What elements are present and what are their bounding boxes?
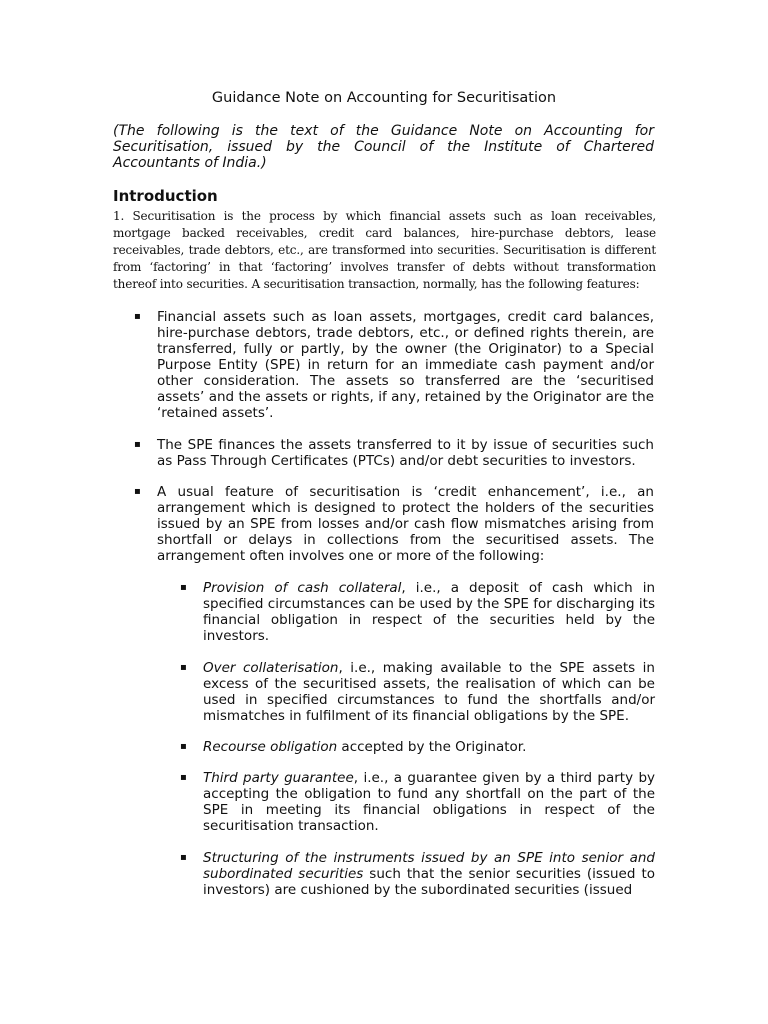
enhancement-term: Recourse obligation — [203, 739, 338, 755]
introduction-heading: Introduction — [113, 187, 218, 205]
bullet-marker: ▪ — [180, 852, 187, 863]
paragraph-1: 1. Securitisation is the process by which financial assets such as loan receivables, mortgage backed receivables, credit card balances, hire-purchase debtors, lease receivables, trade debtors, etc., are transformed into securities. Securitisation is different from ‘factoring’ in that ‘factoring’ involves transfer of debts without transformation thereof into securities. A securitisation transaction, normally, has the following features: — [113, 209, 656, 291]
bullet-marker: ▪ — [134, 486, 141, 497]
feature-text: A usual feature of securitisation is ‘credit enhancement’, i.e., an arrangement which is designed to protect the holders of the securities issued by an SPE from losses and/or cash flow mismatches arising from shortfall or delays in collections from the securitised assets. The arrangement often involves one or more of the following: — [157, 484, 654, 564]
bullet-marker: ▪ — [134, 439, 141, 450]
enhancement-term: Structuring of the instruments issued by an SPE into senior and subordinated securities — [203, 850, 655, 882]
feature-item-1 — [134, 309, 654, 421]
enhancement-text: , i.e., a deposit of cash which in specified circumstances can be used by the SPE for discharging its financial obligation in respect of the securities held by the investors. — [203, 580, 655, 644]
feature-item-2 — [134, 437, 654, 469]
bullet-marker: ▪ — [180, 662, 187, 673]
preface-note: (The following is the text of the Guidance Note on Accounting for Securitisation, issued by the Council of the Institute of Chartered Accountants of India.) — [113, 123, 654, 171]
bullet-marker: ▪ — [180, 741, 187, 752]
enhancement-text: such that the senior securities (issued to investors) are cushioned by the subordinated securities (issued — [203, 866, 655, 898]
document-title: Guidance Note on Accounting for Securitisation — [211, 90, 557, 106]
enhancement-item-2 — [180, 660, 655, 724]
enhancement-term: Provision of cash collateral — [203, 580, 402, 596]
enhancement-term: Over collaterisation — [203, 660, 339, 676]
feature-text: The SPE finances the assets transferred to it by issue of securities such as Pass Through Certificates (PTCs) and/or debt securities to investors. — [157, 437, 654, 469]
enhancement-text: accepted by the Originator. — [337, 739, 527, 755]
enhancement-text: , i.e., making available to the SPE assets in excess of the securitised assets, the realisation of which can be used in specified circumstances to fund the shortfalls and/or mismatches in fulfilment of its financial obligations by the SPE. — [203, 660, 655, 724]
enhancement-item-1 — [180, 580, 655, 644]
bullet-marker: ▪ — [134, 311, 141, 322]
enhancement-item-3 — [180, 739, 655, 755]
bullet-marker: ▪ — [180, 582, 187, 593]
enhancement-item-5 — [180, 850, 655, 898]
feature-text: Financial assets such as loan assets, mortgages, credit card balances, hire-purchase debtors, trade debtors, etc., or defined rights therein, are transferred, fully or partly, by the owner (the Originator) to a Special Purpose Entity (SPE) in return for an immediate cash payment and/or other consideration. The assets so transferred are the ‘securitised assets’ and the assets or rights, if any, retained by the Originator are the ‘retained assets’. — [157, 309, 654, 421]
enhancement-item-4 — [180, 770, 655, 834]
enhancement-term: Third party guarantee — [203, 770, 354, 786]
feature-item-3 — [134, 484, 654, 564]
enhancement-text: , i.e., a guarantee given by a third party by accepting the obligation to fund any shortfall on the part of the SPE in meeting its financial obligations in respect of the securitisation transaction. — [203, 770, 655, 834]
bullet-marker: ▪ — [180, 772, 187, 783]
